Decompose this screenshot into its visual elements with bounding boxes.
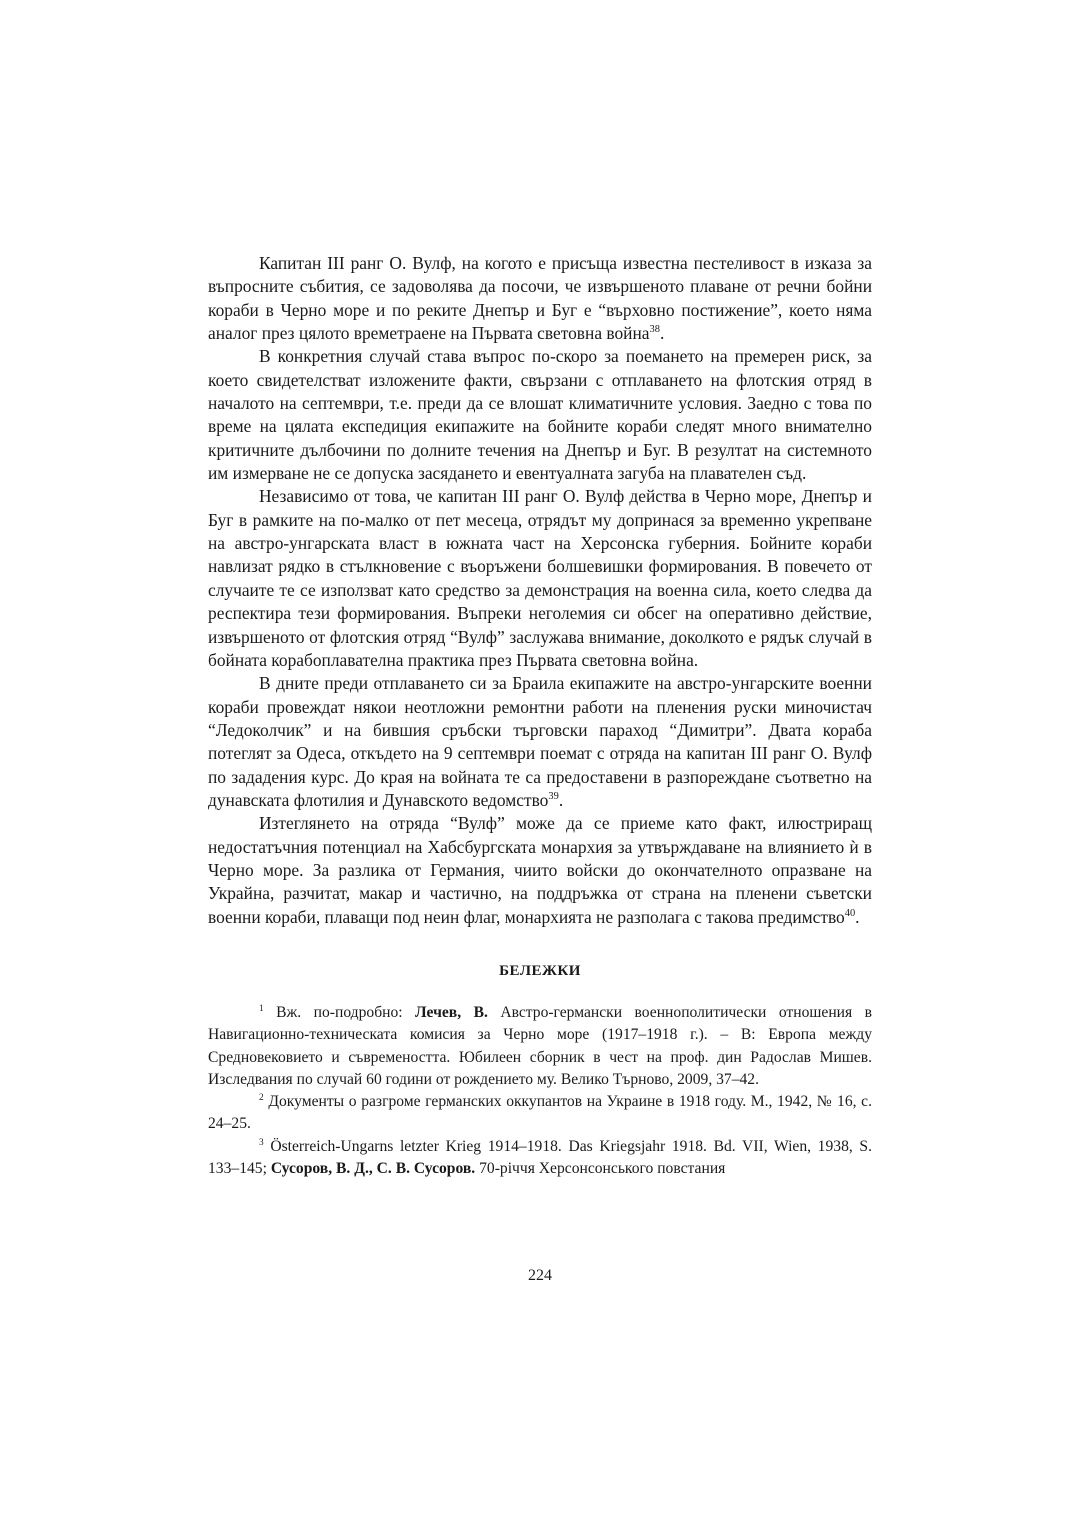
note-text: Österreich-Ungarns letzter Krieg 1914–1918. Das Kriegsjahr 1918. Bd. VII, Wien, 1938, S. 133–145;: [208, 1137, 872, 1178]
note-text: 70-рiччя Херсонсонського повстания: [475, 1160, 726, 1178]
note-number: 3: [259, 1137, 264, 1148]
paragraph-text: Изтеглянето на отряда “Вулф” може да се приеме като факт, илюстриращ недостатъчния потенциал на Хабсбургската монархия за утвърждаване на влиянието ѝ в Черно море. За разлика от Германия, чиито войски до окончателното опразване на Украйна, разчитат, макар и частично, на поддръжка от страна на пленени съветски военни кораби, плаващи под неин флаг, монархията не разполага с такова предимство: [208, 813, 872, 927]
body-paragraph-5: [208, 812, 872, 929]
note-author: Лечев, В.: [415, 1003, 488, 1021]
body-paragraph-3: [208, 485, 872, 672]
body-paragraph-1: [208, 252, 872, 345]
note-item-2: [208, 1091, 872, 1136]
note-author: Сусоров, В. Д., С. В. Сусоров.: [270, 1160, 476, 1178]
paragraph-text: Капитан III ранг О. Вулф, на когото е присъща известна пестеливост в изказа за въпросните събития, се задоволява да посочи, че извършеното плаване от речни бойни кораби в Черно море и по реките Днепър и Буг е “върховно постижение”, което няма аналог през цялото времетраене на Първата световна война: [208, 253, 872, 344]
notes-list: [208, 1002, 872, 1180]
page-content: [208, 252, 872, 1180]
note-text: Вж. по-подробно:: [276, 1003, 416, 1021]
note-number: 1: [259, 1003, 264, 1014]
notes-heading: БЕЛЕЖКИ: [499, 962, 581, 979]
note-number: 2: [259, 1092, 264, 1103]
footnote-ref-38: 38: [649, 324, 660, 336]
paragraph-tail: .: [558, 789, 564, 810]
body-paragraph-2: [208, 345, 872, 485]
paragraph-text: В дните преди отплаването си за Браила екипажите на австро-унгарските военни кораби провеждат някои неотложни ремонтни работи на пленения руски миночистач “Ледоколчик” и на бившия сръбски търговски параход “Димитри”. Двата кораба потеглят за Одеса, откъдето на 9 септември поемат с отряда на капитан III ранг О. Вулф по зададения курс. До края на войната те са предоставени в разпореждане съответно на дунавската флотилия и Дунавското ведомство: [208, 673, 872, 810]
page-number: 224: [528, 1267, 552, 1284]
note-item-1: [208, 1002, 872, 1091]
paragraph-text: В конкретния случай става въпрос по-скоро за поемането на премерен риск, за което свидетелстват изложените факти, свързани с отплаването на флотския отряд в началото на септември, т.е. преди да се влошат климатичните условия. Заедно с това по време на цялата експедиция екипажите на бойните кораби следят много внимателно критичните дълбочини по долните течения на Днепър и Буг. В резултат на системното им измерване не се допуска засядането и евентуалната загуба на плавателен съд.: [208, 346, 872, 484]
paragraph-text: Независимо от това, че капитан III ранг О. Вулф действа в Черно море, Днепър и Буг в рамките на по-малко от пет месеца, отрядът му допринася за временно укрепване на австро-унгарската власт в южната част на Херсонска губерния. Бойните кораби навлизат рядко в стълкновение с въоръжени болшевишки формирования. В повечето от случаите те се използват като средство за демонстрация на военна сила, което следва да респектира тези формирования. Въпреки неголемия си обсег на оперативно действие, извършеното от флотския отряд “Вулф” заслужава внимание, доколкото е рядък случай в бойната корабоплавателна практика през Първата световна война.: [208, 486, 872, 670]
paragraph-tail: .: [659, 323, 665, 344]
body-paragraph-4: [208, 672, 872, 812]
footnote-ref-39: 39: [548, 791, 559, 803]
note-text: Документы о разгроме германских оккупантов на Украине в 1918 году. М., 1942, № 16, с. 24–25.: [208, 1093, 872, 1133]
note-text: Австро-германски военнополитически отношения в Навигационно-техническата комисия за Черно море (1917–1918 г.). – В: Европа между Средновековието и съвремеността. Юбилеен сборник в чест на проф. дин Радослав Мишев. Изследвания по случай 60 години от рождението му. Велико Търново, 2009, 37–42.: [208, 1003, 872, 1088]
footnote-ref-40: 40: [844, 907, 856, 919]
note-item-3: [208, 1136, 872, 1181]
paragraph-tail: .: [855, 906, 860, 927]
